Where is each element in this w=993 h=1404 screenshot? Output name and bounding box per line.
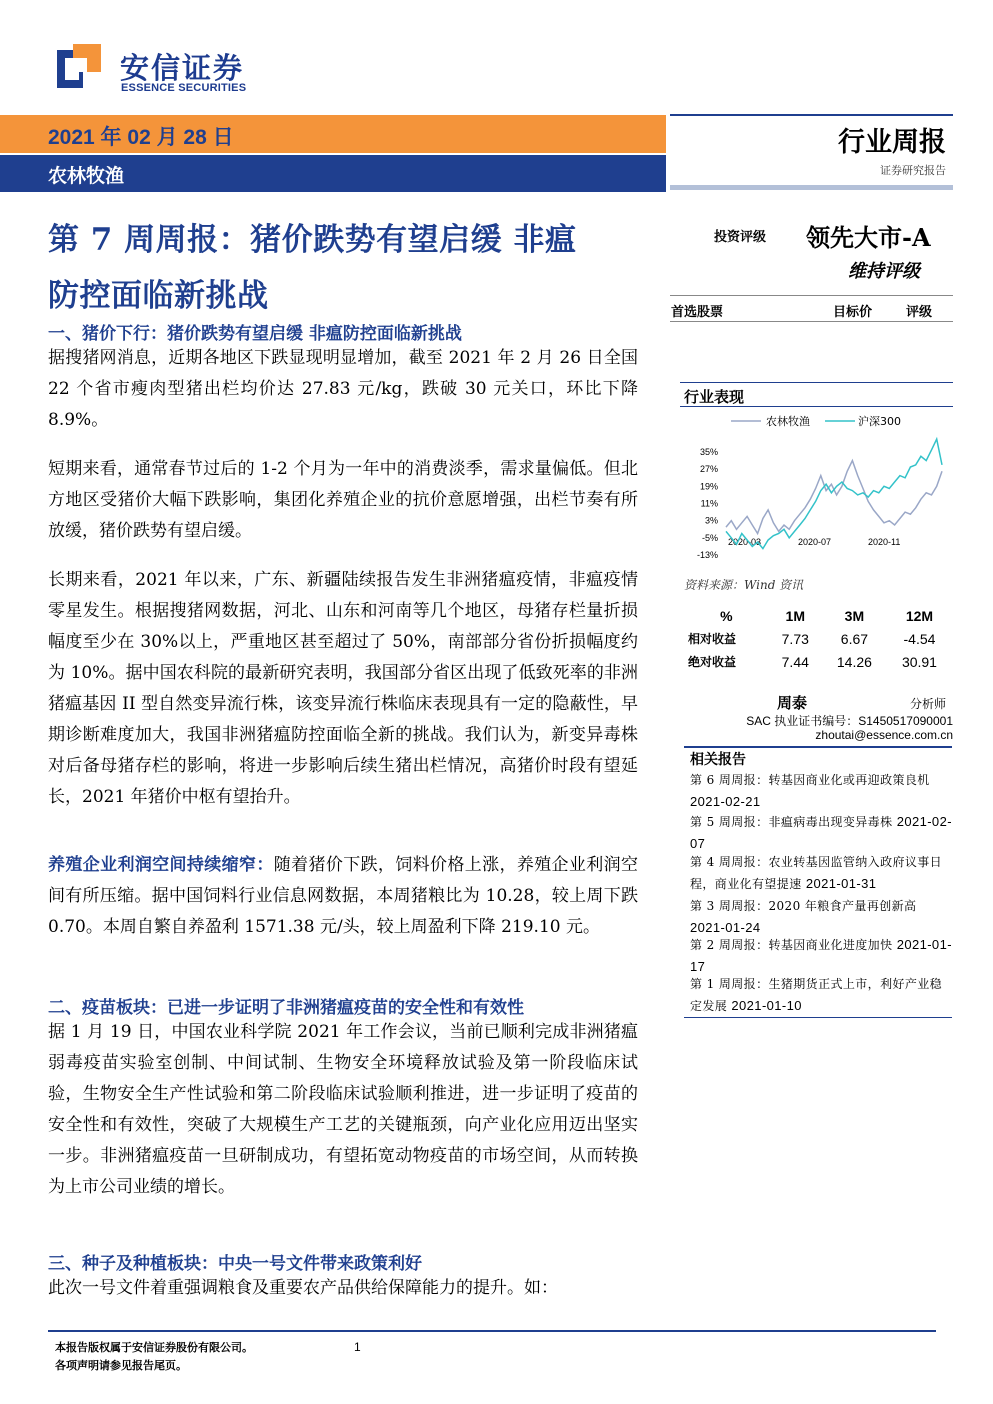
- related-report-item[interactable]: [690, 895, 952, 939]
- title-line-1: 第 7 周周报：猪价跌势有望启缓 非瘟: [48, 222, 577, 258]
- section-heading-1: 一、猪价下行：猪价跌势有望启缓 非瘟防控面临新挑战: [48, 324, 462, 344]
- related-report-text: 第 4 周周报：农业转基因监管纳入政府议事日程，商业化有望提速: [690, 855, 943, 891]
- paragraph-6: 此次一号文件着重强调粮食及重要农产品供给保障能力的提升。如：: [48, 1278, 558, 1298]
- analyst-role: 分析师: [910, 697, 947, 711]
- target-price-label: 目标价: [833, 305, 873, 320]
- page-number: 1: [354, 1340, 361, 1354]
- related-report-item[interactable]: [690, 934, 952, 978]
- divider: [684, 746, 952, 748]
- paragraph-4-lead: 养殖企业利润空间持续缩窄：: [48, 855, 274, 875]
- related-report-item[interactable]: [690, 851, 952, 895]
- rating-status: 维持评级: [848, 261, 920, 282]
- related-report-date: 2021-02-07: [690, 814, 952, 851]
- divider: [670, 295, 953, 296]
- analyst-sac: SAC 执业证书编号：S1450517090001: [746, 714, 953, 728]
- rating-value: 领先大市-A: [806, 223, 931, 252]
- related-report-text: 第 5 周周报：非瘟病毒出现变异毒株: [690, 815, 893, 829]
- paragraph-4-text: 随着猪价下跌，饲料价格上涨，养殖企业利润空间有所压缩。据中国饲料行业信息网数据，本周猪粮比为 10.28，较上周下跌 0.70。本周自繁自养盈利 1571.38 元/头，较上周盈利下降 219.10 元。: [48, 855, 639, 937]
- footer-divider: [48, 1330, 936, 1332]
- footer-disclaimer: 各项声明请参见报告尾页。: [55, 1359, 187, 1372]
- pick-stock-label: 首选股票: [671, 305, 724, 320]
- related-report-date: 2021-02-21: [690, 794, 761, 809]
- series-line: [726, 461, 942, 534]
- related-report-date: 2021-01-17: [690, 937, 952, 974]
- x-tick-label: 2020-07: [798, 537, 832, 547]
- y-tick-label: 35%: [699, 447, 718, 457]
- related-report-text: 第 6 周周报：转基因商业化或再迎政策良机: [690, 773, 930, 787]
- performance-title: 行业表现: [684, 388, 745, 406]
- analyst-name: 周泰: [777, 694, 808, 712]
- paragraph-5: 据 1 月 19 日，中国农业科学院 2021 年工作会议，当前已顺利完成非洲猪瘟弱毒疫苗实验室创制、中间试制、生物安全环境释放试验及第一阶段临床试验，生物安全生产性试验和第二阶段临床试验顺利推进，进一步证明了疫苗的安全性和有效性，突破了大规模生产工艺的关键瓶颈，向产业化应用迈出坚实一步。非洲猪瘟疫苗一旦研制成功，有望拓宽动物疫苗的市场空间，从而转换为上市公司业绩的增长。: [48, 1022, 638, 1197]
- y-tick-label: -5%: [701, 532, 718, 543]
- report-date: 2021 年 02 月 28 日: [48, 126, 234, 149]
- related-report-text: 第 3 周周报：2020 年粮食产量再创新高: [690, 899, 917, 913]
- brand-name-cn: 安信证券: [120, 51, 245, 85]
- chart-source: 资料来源：Wind 资讯: [684, 578, 804, 592]
- analyst-email[interactable]: zhoutai@essence.com.cn: [815, 728, 953, 742]
- related-report-text: 第 1 周周报：生猪期货正式上市，利好产业稳定发展: [690, 977, 943, 1013]
- legend-label-1: 农林牧渔: [766, 415, 810, 428]
- legend-label-2: 沪深300: [858, 415, 901, 428]
- related-reports-title: 相关报告: [690, 752, 746, 768]
- report-subtype: 证券研究报告: [880, 164, 946, 177]
- title-line-2: 防控面临新挑战: [48, 278, 269, 314]
- rating-label: 投资评级: [714, 230, 767, 245]
- y-tick-label: 11%: [700, 498, 718, 509]
- performance-table: [684, 604, 952, 673]
- page-title: [48, 212, 648, 324]
- paragraph-1: 据搜猪网消息，近期各地区下跌显现明显增加，截至 2021 年 2 月 26 日全国 22 个省市瘦肉型猪出栏均价达 27.83 元/kg，跌破 30 元关口，环比下降 8.9%。: [48, 348, 638, 430]
- related-report-item[interactable]: [690, 769, 952, 813]
- report-type: 行业周报: [838, 127, 946, 158]
- table-header: %: [720, 607, 733, 624]
- grade-label: 评级: [906, 305, 933, 320]
- table-row: [684, 650, 952, 673]
- x-tick-label: 2020-03: [728, 537, 762, 547]
- table-header: 12M: [905, 607, 934, 624]
- company-logo-icon: [57, 44, 101, 88]
- table-cell: 14.26: [836, 653, 872, 670]
- table-header: 3M: [844, 607, 865, 624]
- table-cell: -4.54: [903, 630, 936, 647]
- footer-copyright: 本报告版权属于安信证券股份有限公司。: [55, 1341, 253, 1354]
- row-label: 相对收益: [688, 632, 737, 646]
- x-tick-label: 2020-11: [868, 537, 901, 547]
- table-cell: 7.73: [781, 630, 809, 647]
- related-report-date: 2021-01-24: [690, 920, 761, 935]
- related-report-date: 2021-01-31: [805, 876, 877, 891]
- brand-name-en: ESSENCE SECURITIES: [121, 82, 247, 94]
- divider: [670, 321, 953, 322]
- divider: [670, 114, 953, 116]
- y-tick-label: -13%: [696, 550, 718, 560]
- table-header-row: [684, 604, 952, 627]
- y-tick-label: 19%: [699, 481, 718, 492]
- table-header: 1M: [785, 607, 805, 624]
- sector-label: 农林牧渔: [48, 165, 125, 187]
- paragraph-2: 短期来看，通常春节过后的 1-2 个月为一年中的消费淡季，需求量偏低。但北方地区受猪价大幅下跌影响，集团化养殖企业的抗价意愿增强，出栏节奏有所放缓，猪价跌势有望启缓。: [48, 459, 638, 541]
- table-cell: 7.44: [781, 653, 809, 670]
- y-tick-label: 27%: [699, 464, 718, 475]
- section-heading-2: 二、疫苗板块：已进一步证明了非洲猪瘟疫苗的安全性和有效性: [48, 998, 524, 1018]
- paragraph-3: 长期来看，2021 年以来，广东、新疆陆续报告发生非洲猪瘟疫情，非瘟疫情零星发生。根据搜猪网数据，河北、山东和河南等几个地区，母猪存栏量折损幅度至少在 30%以上，严重地区甚至超过了 50%，南部部分省份折损幅度约为 10%。据中国农科院的最新研究表明，我国部分省区出现了低致死率的非洲猪瘟基因 II 型自然变异流行株，该变异流行株临床表现具有一定的隐蔽性，早期诊断难度加大，我国非洲猪瘟防控面临全新的挑战。我们认为，新变异毒株对后备母猪存栏的影响，将进一步影响后续生猪出栏情况，高猪价时段有望延长，2021 年猪价中枢有望抬升。: [48, 570, 638, 807]
- table-cell: 30.91: [901, 653, 937, 670]
- y-tick-label: 3%: [704, 515, 718, 526]
- divider: [680, 406, 953, 407]
- paragraph-4: [48, 850, 638, 943]
- related-report-date: 2021-01-10: [731, 998, 802, 1013]
- section-heading-3: 三、种子及种植板块：中央一号文件带来政策利好: [48, 1254, 422, 1274]
- table-row: [684, 627, 952, 650]
- related-report-item[interactable]: [690, 973, 952, 1017]
- row-label: 绝对收益: [688, 655, 737, 669]
- divider: [680, 382, 953, 383]
- related-report-text: 第 2 周周报：转基因商业化进度加快: [690, 938, 893, 952]
- divider: [684, 1017, 952, 1018]
- table-cell: 6.67: [840, 630, 869, 647]
- performance-chart: [680, 408, 953, 576]
- divider: [670, 185, 953, 190]
- related-report-item[interactable]: [690, 811, 952, 855]
